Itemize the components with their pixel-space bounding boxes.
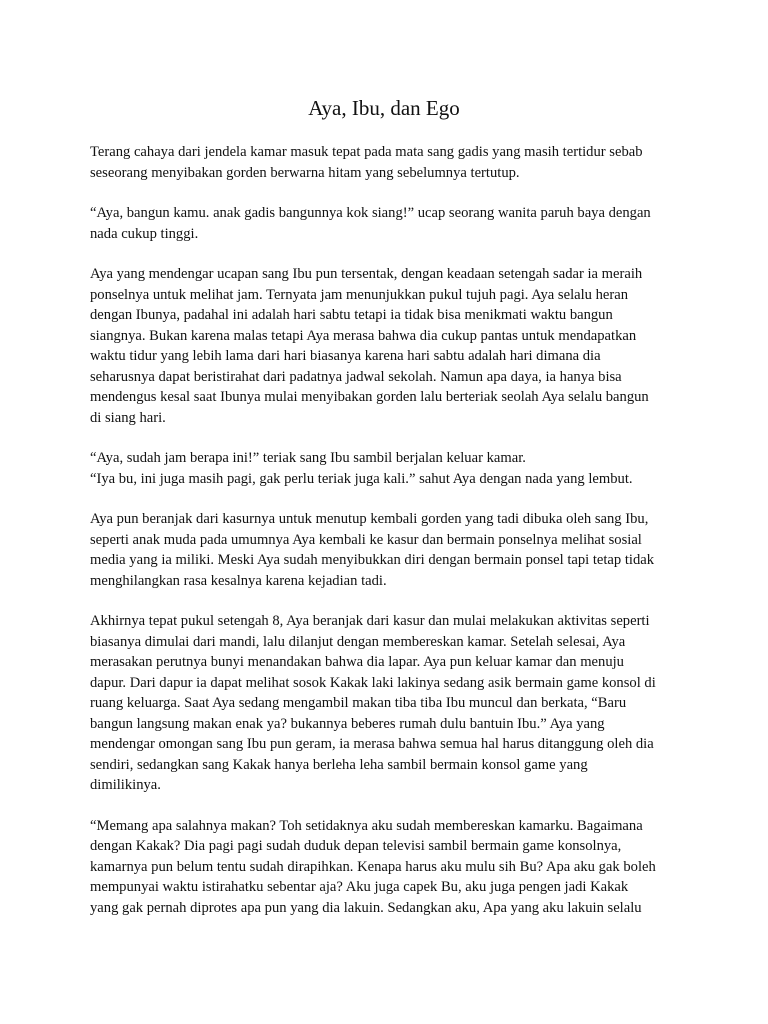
text-line: biasanya dimulai dari mandi, lalu dilanjut dengan membereskan kamar. Setelah selesai, Aya — [90, 633, 626, 650]
text-line: ruang keluarga. Saat Aya sedang mengambil makan tiba tiba Ibu muncul dan berkata, “Baru — [90, 695, 627, 711]
text-line: Aya pun beranjak dari kasurnya untuk menutup kembali gorden yang tadi dibuka oleh sang Ibu, — [90, 511, 649, 527]
paragraph — [90, 448, 682, 489]
document-title: Aya, Ibu, dan Ego — [308, 96, 460, 120]
text-line: “Aya, sudah jam berapa ini!” teriak sang Ibu sambil berjalan keluar kamar. — [90, 450, 526, 466]
text-line: ponselnya untuk melihat jam. Ternyata jam menunjukkan pukul tujuh pagi. Aya selalu heran — [90, 286, 629, 303]
paragraph — [90, 264, 682, 428]
document-body — [90, 142, 682, 938]
text-line: seseorang menyibakan gorden berwarna hitam yang sebelumnya tertutup. — [90, 164, 520, 181]
text-line: menghilangkan rasa kesalnya karena kejadian tadi. — [90, 572, 387, 589]
text-line: Terang cahaya dari jendela kamar masuk tepat pada mata sang gadis yang masih tertidur sebab — [90, 144, 643, 160]
paragraph — [90, 611, 682, 796]
text-line: dapur. Dari dapur ia dapat melihat sosok Kakak laki lakinya sedang asik bermain game konsol di — [90, 674, 656, 691]
text-line: kamarnya pun belum tentu sudah dirapihkan. Kenapa harus aku mulu sih Bu? Apa aku gak boleh — [90, 858, 656, 875]
paragraph — [90, 203, 682, 244]
text-line: seharusnya dapat beristirahat dari padatnya jadwal sekolah. Namun apa daya, ia hanya bisa — [90, 368, 622, 385]
text-line: yang gak pernah diprotes apa pun yang dia lakuin. Sedangkan aku, Apa yang aku lakuin selalu — [90, 899, 642, 916]
text-line: media yang ia miliki. Meski Aya sudah menyibukkan diri dengan bermain ponsel tapi tetap tidak — [90, 552, 655, 568]
text-line: siangnya. Bukan karena malas tetapi Aya merasa bahwa dia cukup pantas untuk mendapatkan — [90, 327, 637, 344]
text-line: Aya yang mendengar ucapan sang Ibu pun tersentak, dengan keadaan setengah sadar ia meraih — [90, 266, 643, 282]
text-line: bangun langsung makan enak ya? bukannya beberes rumah dulu bantuin Ibu.” Aya yang — [90, 715, 605, 732]
text-line: waktu tidur yang lebih lama dari hari biasanya karena hari sabtu adalah hari dimana dia — [90, 348, 601, 364]
text-line: di siang hari. — [90, 409, 166, 426]
text-line: dengan Kakak? Dia pagi pagi sudah duduk depan televisi sambil bermain game konsolnya, — [90, 838, 622, 854]
text-line: Akhirnya tepat pukul setengah 8, Aya beranjak dari kasur dan mulai melakukan aktivitas seperti — [90, 613, 650, 629]
text-line: mendengus kesal saat Ibunya mulai menyibakan gorden lalu berteriak seolah Aya selalu bangun — [90, 389, 649, 405]
text-line: “Memang apa salahnya makan? Toh setidaknya aku sudah membereskan kamarku. Bagaimana — [90, 817, 643, 834]
paragraph — [90, 509, 682, 591]
text-line: mendengar omongan sang Ibu pun geram, ia merasa bahwa semua hal harus ditanggung oleh dia — [90, 736, 654, 752]
paragraph — [90, 816, 682, 919]
text-line: dengan Ibunya, padahal ini adalah hari sabtu tetapi ia tidak bisa menikmati waktu bangun — [90, 307, 613, 323]
text-line: sendiri, sedangkan sang Kakak hanya berleha leha sambil bermain konsol game yang — [90, 756, 588, 773]
text-line: “Iya bu, ini juga masih pagi, gak perlu teriak juga kali.” sahut Aya dengan nada yang lembut. — [90, 470, 633, 487]
paragraph — [90, 142, 682, 183]
text-line: dimilikinya. — [90, 777, 161, 793]
text-line: nada cukup tinggi. — [90, 225, 199, 242]
text-line: seperti anak muda pada umumnya Aya kembali ke kasur dan bermain ponselnya melihat sosial — [90, 531, 642, 548]
text-line: merasakan perutnya bunyi menandakan bahwa dia lapar. Aya pun keluar kamar dan menuju — [90, 654, 624, 670]
text-line: mempunyai waktu istirahatku sebentar aja? Aku juga capek Bu, aku juga pengen jadi Kakak — [90, 879, 629, 895]
text-line: “Aya, bangun kamu. anak gadis bangunnya kok siang!” ucap seorang wanita paruh baya dengan — [90, 205, 651, 221]
